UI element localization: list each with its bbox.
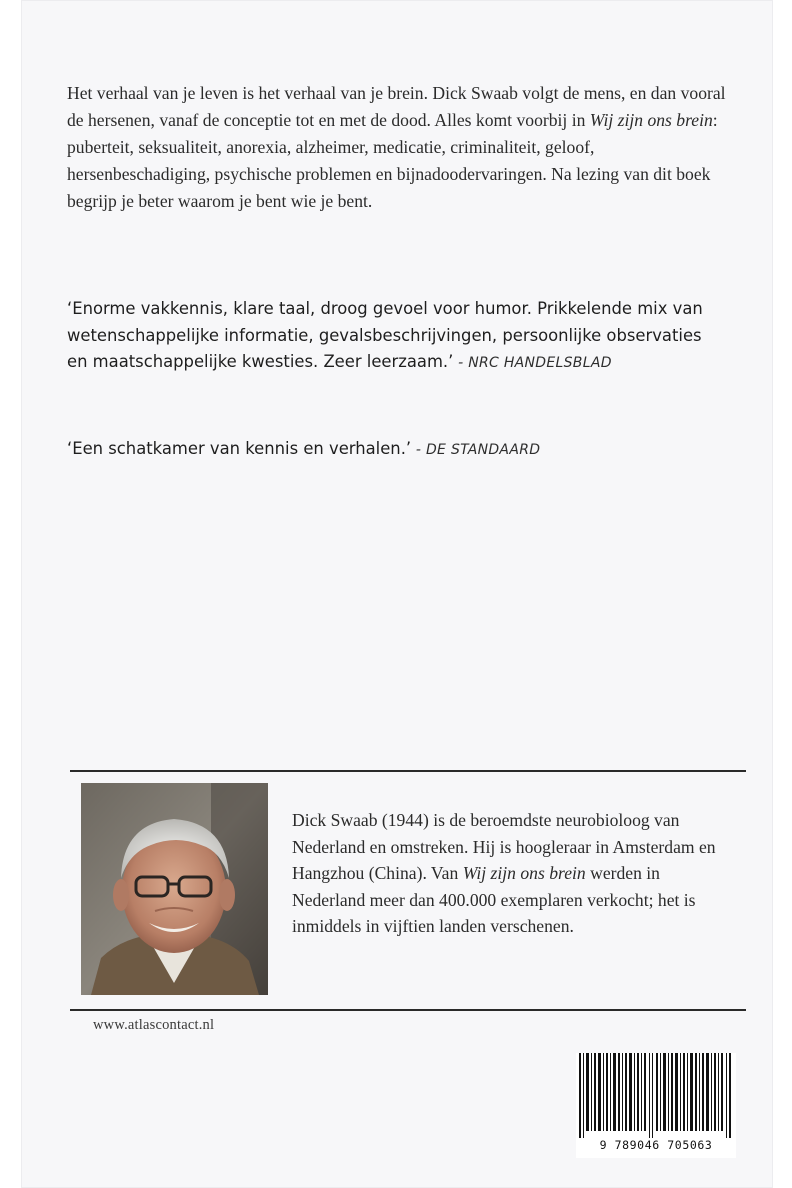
bio-text-end: werden in Nederland meer dan 400.000 exemplaren verkocht; het is inmiddels in vijftien landen verschenen. <box>292 863 696 936</box>
divider-top <box>70 770 746 772</box>
bio-book-title: Wij zijn ons brein <box>462 863 586 883</box>
isbn-number: 9 789046 705063 <box>599 1138 713 1152</box>
blurb-text-end: : puberteit, seksualiteit, anorexia, alzheimer, medicatie, criminaliteit, geloof, hersenbeschadiging, psychische problemen en bijnadoodervaringen. Na lezing van dit boek begrijp je beter waarom je bent wie je bent. <box>67 110 718 211</box>
review-quotes <box>67 296 727 458</box>
quote-text: ‘Enorme vakkennis, klare taal, droog gevoel voor humor. Prikkelende mix van wetenschappelijke informatie, gevalsbeschrijvingen, persoonlijke observaties en maatschappelijke kwesties. Zeer leerzaam.’ <box>67 299 703 371</box>
author-bio <box>292 807 732 940</box>
blurb-book-title: Wij zijn ons brein <box>589 110 713 130</box>
blurb-text-start: Het verhaal van je leven is het verhaal van je brein. Dick Swaab volgt de mens, en dan vooral de hersenen, vanaf de conceptie tot en met de dood. Alles komt voorbij in <box>67 83 726 130</box>
bio-text-start: Dick Swaab (1944) is de beroemdste neurobioloog van Nederland en omstreken. Hij is hoogleraar in Amsterdam en Hangzhou (China). Van <box>292 810 716 883</box>
book-blurb <box>67 80 727 215</box>
quote-source: - NRC HANDELSBLAD <box>453 355 612 371</box>
quote-text: ‘Een schatkamer van kennis en verhalen.’ <box>67 439 412 458</box>
quote-source: - DE STANDAARD <box>411 442 541 458</box>
author-portrait-image <box>81 783 268 995</box>
blurb-paragraph <box>67 80 727 215</box>
author-photo <box>81 783 268 995</box>
review-quote-standaard <box>67 436 540 464</box>
publisher-url[interactable]: www.atlascontact.nl <box>93 1017 215 1033</box>
barcode-bars <box>576 1053 736 1138</box>
review-quote-nrc <box>67 296 727 377</box>
author-bio-paragraph <box>292 807 732 940</box>
divider-bottom <box>70 1009 746 1011</box>
